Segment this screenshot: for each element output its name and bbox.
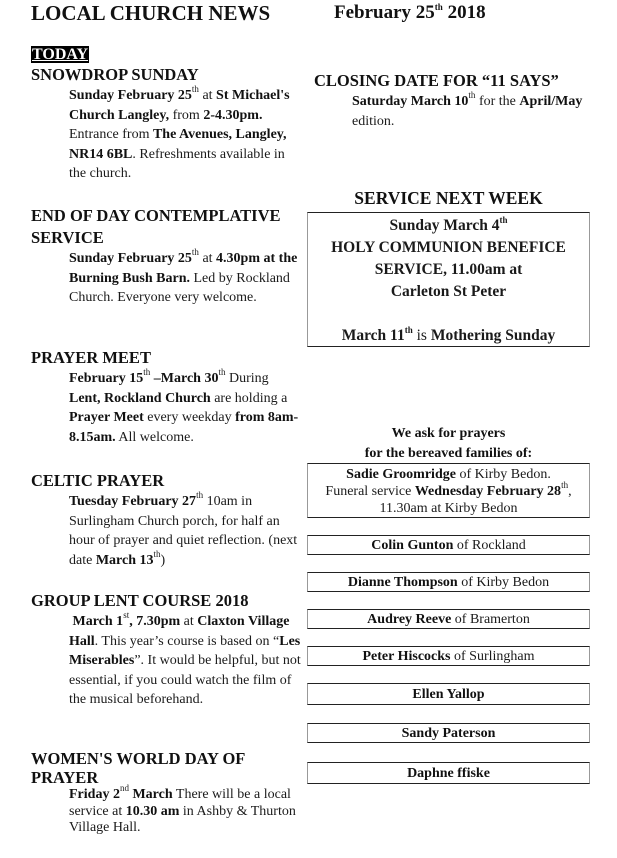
service-time: SERVICE, 11.00am at [374, 261, 523, 278]
womens-day-b3-text: 10.30 am [125, 803, 180, 819]
lent-course-heading: GROUP LENT COURSE 2018 [31, 591, 249, 610]
lent-course-section [31, 590, 301, 710]
bereaved-entry [307, 609, 590, 629]
contemplative-s1-text: th [191, 247, 199, 258]
prayers-entries-6-name-text: Daphne ffiske [407, 766, 490, 781]
womens-day-b1-text: Friday 2 [69, 787, 120, 802]
prayers-heading-line2: for the bereaved families of: [364, 446, 533, 461]
service-title: HOLY COMMUNION BENEFICE [331, 239, 566, 256]
closing-date-section [314, 70, 604, 131]
celtic-s2-text: th [153, 548, 161, 559]
prayers-first-b2-text: Wednesday February 28 [414, 484, 562, 499]
prayer-meet-heading: PRAYER MEET [31, 348, 151, 367]
womens-day-s1-text: nd [119, 783, 129, 794]
celtic-prayer-section [31, 470, 301, 570]
prayers-first-t3-text: , [568, 484, 572, 499]
bereaved-entry-first [307, 463, 590, 518]
snowdrop-b1-text: Sunday February 25 [69, 88, 192, 103]
newsletter-date [334, 2, 486, 24]
closing-heading: CLOSING DATE FOR “11 SAYS” [314, 71, 559, 90]
celtic-s1-text: th [196, 490, 204, 501]
contemplative-b2-text: 4.30pm at the Burning Bush Barn. [69, 251, 298, 286]
service-date [308, 215, 589, 237]
prayers-first-t2-text: Funeral service [325, 484, 415, 499]
service-next-week-heading: SERVICE NEXT WEEK [354, 188, 543, 208]
womens-day-t2-text: in Ashby & Thurton Village Hall. [69, 803, 296, 835]
contemplative-section [31, 205, 301, 308]
prayer-meet-s2-text: th [218, 367, 226, 378]
celtic-t1-text: 10am in Surlingham Church porch, for half an hour of prayer and quiet reflection. [69, 494, 280, 548]
today-label: TODAY [32, 46, 89, 63]
celtic-b2-text: March 13 [95, 552, 154, 568]
celtic-heading: CELTIC PRAYER [31, 471, 165, 490]
date-text: February 25 [334, 2, 435, 23]
snowdrop-t4-text: . Refreshments available in the church. [69, 146, 285, 181]
lent-course-t3-text: ”. It would be helpful, but not essential, if you could watch the film of the musical beforehand. [69, 653, 301, 707]
womens-day-section [31, 749, 301, 837]
lent-course-b3-text: Claxton Village Hall [69, 614, 290, 649]
closing-body [314, 92, 604, 131]
service-next-week-m-t1-text: is [412, 327, 431, 344]
prayers-entries-1-name-text: Dianne Thompson [347, 575, 458, 590]
prayers-entries-2-name-text: Audrey Reeve [367, 612, 452, 627]
contemplative-b1-text: Sunday February 25 [69, 251, 192, 266]
service-location: Carleton St Peter [390, 283, 507, 300]
prayers-first-s2-text: th [561, 480, 569, 491]
bereaved-entry [307, 723, 590, 743]
service-next-week-m-b2-text: Mothering Sunday [430, 327, 556, 344]
mothering-sunday-note [308, 325, 589, 347]
prayer-meet-t1-text: During [225, 371, 269, 386]
snowdrop-s1-text: th [191, 84, 199, 95]
prayers-first-name-text: Sadie Groomridge [346, 467, 456, 482]
prayers-entries-0-name-text: Colin Gunton [371, 538, 454, 553]
service-next-week-m-b1-text: March 11 [341, 327, 405, 344]
service-next-week-line1-text: Sunday March 4 [389, 217, 500, 234]
snowdrop-t1-text: at [198, 88, 217, 103]
celtic-b1-text: Tuesday February 27 [69, 494, 197, 509]
prayer-meet-t3-text: every weekday [143, 410, 236, 425]
service-next-week-line1-sup-text: th [499, 214, 508, 225]
closing-t1-text: for the [475, 94, 520, 109]
prayer-meet-body [31, 369, 301, 447]
contemplative-body [31, 249, 301, 308]
lent-course-s1-text: st [123, 610, 130, 621]
prayer-meet-b5-text: from 8am-8.15am. [69, 410, 299, 445]
lent-course-t1-text: at [180, 614, 198, 629]
prayer-meet-section [31, 347, 301, 447]
prayer-meet-b3-text: Lent, Rockland Church [69, 390, 211, 406]
prayer-meet-t4-text: All welcome. [115, 429, 194, 445]
prayers-first-t1-text: of Kirby Bedon. [455, 467, 551, 482]
contemplative-t2-text: Led by Rockland Church. Everyone very welcome. [69, 270, 290, 305]
lent-course-t2-text: . This year’s course is based on “ [94, 633, 280, 649]
closing-s1-text: th [468, 90, 476, 101]
snowdrop-t3-text: Entrance from [69, 127, 153, 142]
lent-course-b1-text: March 1 [72, 614, 124, 629]
prayer-meet-b2-text: –March 30 [150, 371, 219, 386]
prayers-heading [307, 424, 590, 464]
contemplative-heading: END OF DAY CONTEMPLATIVE SERVICE [31, 206, 281, 247]
snowdrop-body [31, 86, 301, 184]
service-next-week-box [307, 212, 590, 347]
prayers-first-t4-text: 11.30am at Kirby Bedon [379, 501, 518, 516]
prayers-entries-4-name-text: Ellen Yallop [412, 687, 485, 702]
closing-b1-text: Saturday March 10 [352, 94, 469, 109]
snowdrop-b4-text: The Avenues, Langley, NR14 6BL [69, 127, 287, 162]
prayers-entries-2-place-text: of Bramerton [451, 612, 530, 627]
contemplative-t1-text: at [198, 251, 217, 266]
today-section [31, 46, 301, 184]
prayer-meet-b4-text: Prayer Meet [69, 410, 144, 425]
prayers-entries-3-place-text: of Surlingham [450, 649, 535, 664]
newsletter-title: LOCAL CHURCH NEWS [31, 1, 271, 25]
date-year: 2018 [442, 2, 486, 23]
lent-course-b4-text: Les Miserables [69, 633, 301, 668]
prayer-meet-b1-text: February 15 [69, 371, 144, 386]
womens-day-t1-text: There will be a local service at [69, 787, 291, 819]
snowdrop-t2-text: from [169, 107, 204, 123]
prayers-heading-line1: We ask for prayers [391, 426, 506, 441]
bereaved-entry [307, 646, 590, 666]
celtic-t2-text: (next date [69, 533, 298, 568]
prayers-entries-0-place-text: of Rockland [453, 538, 526, 553]
bereaved-entry [307, 572, 590, 592]
service-next-week-m-s1-text: th [404, 324, 413, 335]
bereaved-entry [307, 535, 590, 555]
womens-day-body [31, 783, 301, 837]
celtic-body [31, 492, 301, 570]
bereaved-entry [307, 762, 590, 784]
womens-day-b2-text: March [128, 787, 173, 802]
snowdrop-b2-text: St Michael's Church Langley, [69, 88, 290, 123]
snowdrop-b3-text: 2-4.30pm. [203, 107, 263, 123]
closing-b2-text: April/May [519, 94, 583, 109]
lent-course-b2-text: , 7.30pm [129, 614, 181, 629]
prayers-entries-5-name-text: Sandy Paterson [401, 726, 496, 741]
lent-course-body [31, 612, 301, 710]
snowdrop-heading: SNOWDROP SUNDAY [31, 65, 199, 84]
bereaved-entry [307, 683, 590, 705]
prayer-meet-s1-text: th [143, 367, 151, 378]
celtic-t3-text: ) [160, 552, 166, 568]
closing-t2-text: edition. [352, 113, 395, 129]
prayers-entries-1-place-text: of Kirby Bedon [457, 575, 550, 590]
prayers-entries-3-name-text: Peter Hiscocks [362, 649, 451, 664]
womens-day-heading: WOMEN'S WORLD DAY OF PRAYER [31, 749, 245, 787]
date-suffix: th [434, 1, 443, 12]
prayer-meet-t2-text: are holding a [210, 390, 288, 406]
